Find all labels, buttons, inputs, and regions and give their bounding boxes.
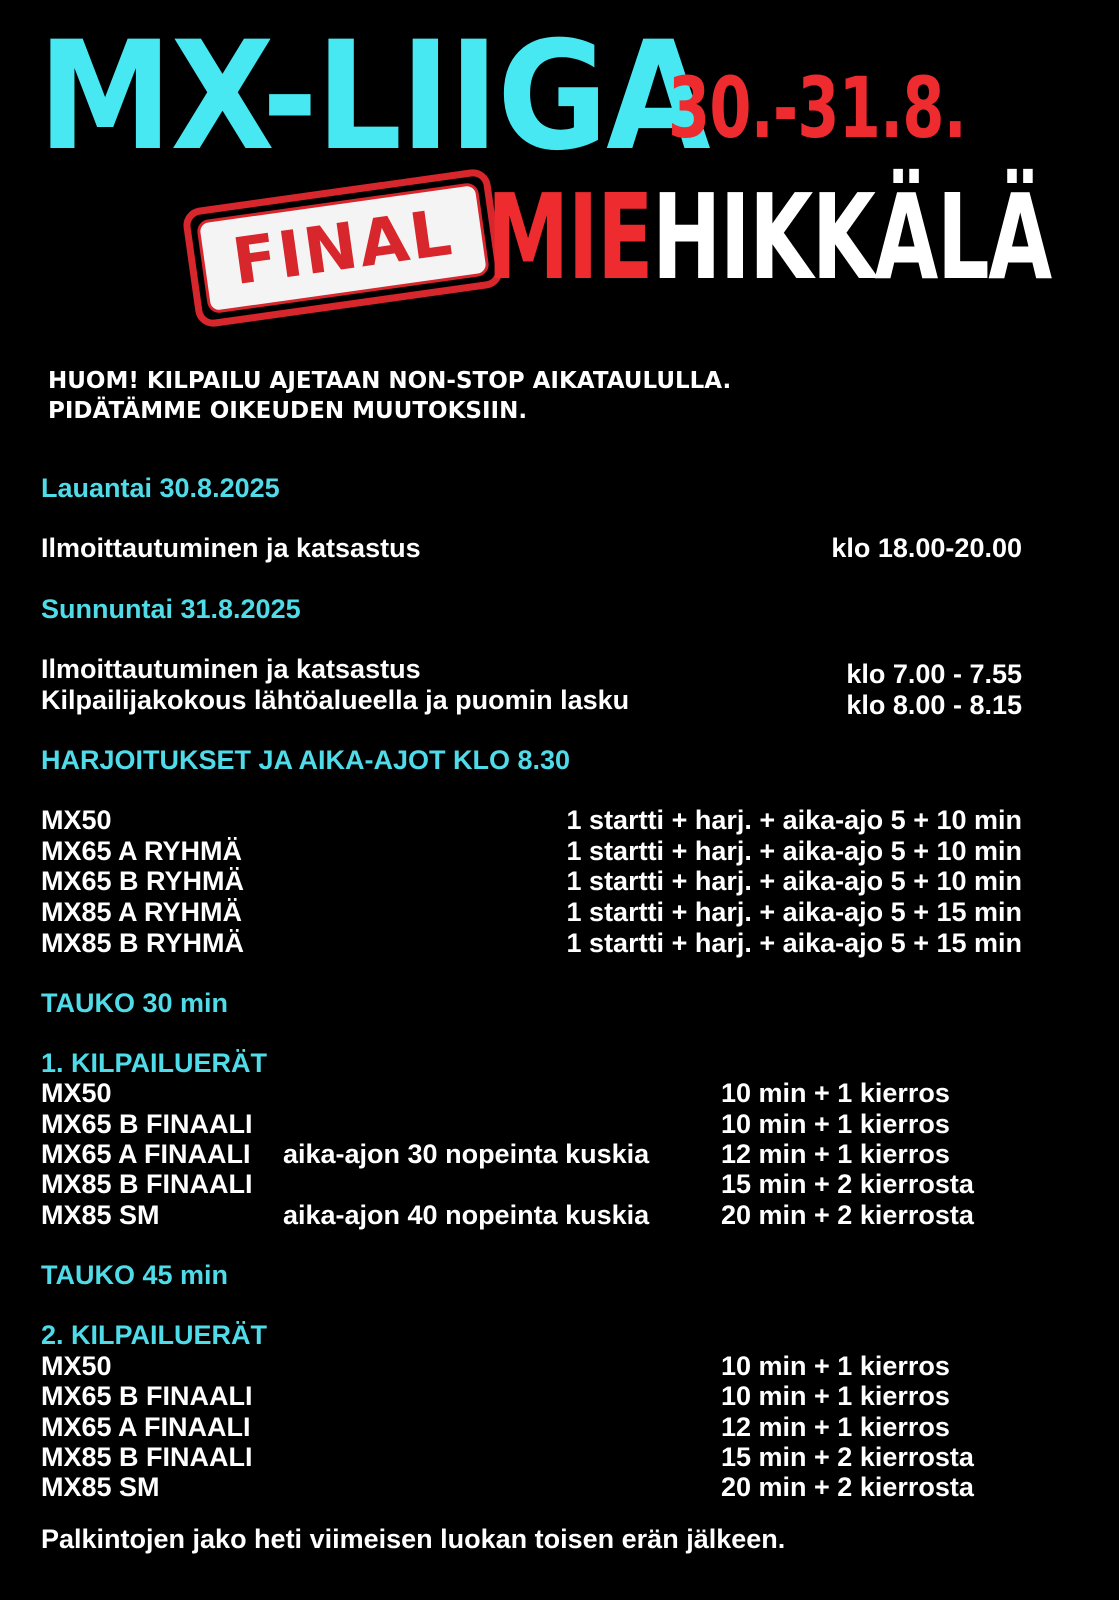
practice-desc: 1 startti + harj. + aika-ajo 5 + 10 min <box>566 866 1022 896</box>
heat-class: MX65 A FINAALI <box>41 1412 251 1442</box>
heat-length: 10 min + 1 kierros <box>721 1078 950 1108</box>
venue-name <box>487 168 1051 306</box>
event-date: 30.-31.8. <box>668 59 966 157</box>
heat-length: 12 min + 1 kierros <box>721 1139 950 1169</box>
notice-line-1: HUOM! KILPAILU AJETAAN NON-STOP AIKATAULULLA. <box>48 368 732 394</box>
practice-class: MX50 <box>41 805 112 835</box>
practice-desc: 1 startti + harj. + aika-ajo 5 + 15 min <box>566 897 1022 927</box>
heat-class: MX65 B FINAALI <box>41 1109 253 1139</box>
sunday-row-label: Kilpailijakokous lähtöalueella ja puomin lasku <box>41 685 630 715</box>
final-stamp-text: FINAL <box>228 195 458 301</box>
heat-class: MX65 A FINAALI <box>41 1139 251 1169</box>
heat-note: aika-ajon 40 nopeinta kuskia <box>283 1200 650 1230</box>
heat-class: MX85 SM <box>41 1200 160 1230</box>
practice-class: MX85 B RYHMÄ <box>41 928 245 958</box>
practice-heading: HARJOITUKSET JA AIKA-AJOT KLO 8.30 <box>41 745 571 775</box>
practice-class: MX65 A RYHMÄ <box>41 836 243 866</box>
event-title: MX-LIIGA <box>38 10 709 184</box>
saturday-heading: Lauantai 30.8.2025 <box>41 473 280 503</box>
heat-class: MX50 <box>41 1078 112 1108</box>
heat-length: 20 min + 2 kierrosta <box>721 1200 974 1230</box>
heat-class: MX85 B FINAALI <box>41 1442 253 1472</box>
practice-class: MX65 B RYHMÄ <box>41 866 245 896</box>
practice-desc: 1 startti + harj. + aika-ajo 5 + 10 min <box>566 805 1022 835</box>
heat-note: aika-ajon 30 nopeinta kuskia <box>283 1139 650 1169</box>
sunday-row-time: klo 7.00 - 7.55 <box>846 659 1022 689</box>
saturday-row-label: Ilmoittautuminen ja katsastus <box>41 533 421 563</box>
venue-name-red: MIE <box>487 168 653 306</box>
heat-class: MX50 <box>41 1351 112 1381</box>
sunday-row-time: klo 8.00 - 8.15 <box>846 690 1022 720</box>
heat-length: 10 min + 1 kierros <box>721 1381 950 1411</box>
practice-class: MX85 A RYHMÄ <box>41 897 243 927</box>
sunday-heading: Sunnuntai 31.8.2025 <box>41 594 301 624</box>
saturday-row-time: klo 18.00-20.00 <box>831 533 1022 563</box>
heat-class: MX65 B FINAALI <box>41 1381 253 1411</box>
heats-1-heading: 1. KILPAILUERÄT <box>41 1048 268 1078</box>
break-1: TAUKO 30 min <box>41 988 229 1018</box>
break-2: TAUKO 45 min <box>41 1260 229 1290</box>
heat-length: 20 min + 2 kierrosta <box>721 1472 974 1502</box>
heat-length: 15 min + 2 kierrosta <box>721 1169 974 1199</box>
final-stamp <box>181 167 505 329</box>
practice-desc: 1 startti + harj. + aika-ajo 5 + 10 min <box>566 836 1022 866</box>
heat-length: 10 min + 1 kierros <box>721 1109 950 1139</box>
heat-length: 10 min + 1 kierros <box>721 1351 950 1381</box>
notice-line-2: PIDÄTÄMME OIKEUDEN MUUTOKSIIN. <box>48 398 528 424</box>
heat-class: MX85 SM <box>41 1472 160 1502</box>
heat-length: 12 min + 1 kierros <box>721 1412 950 1442</box>
heat-class: MX85 B FINAALI <box>41 1169 253 1199</box>
footer-note: Palkintojen jako heti viimeisen luokan toisen erän jälkeen. <box>41 1524 786 1554</box>
sunday-row-label: Ilmoittautuminen ja katsastus <box>41 654 421 684</box>
heat-length: 15 min + 2 kierrosta <box>721 1442 974 1472</box>
practice-desc: 1 startti + harj. + aika-ajo 5 + 15 min <box>566 928 1022 958</box>
heats-2-heading: 2. KILPAILUERÄT <box>41 1320 268 1350</box>
venue-name-white: HIKKÄLÄ <box>652 168 1051 306</box>
